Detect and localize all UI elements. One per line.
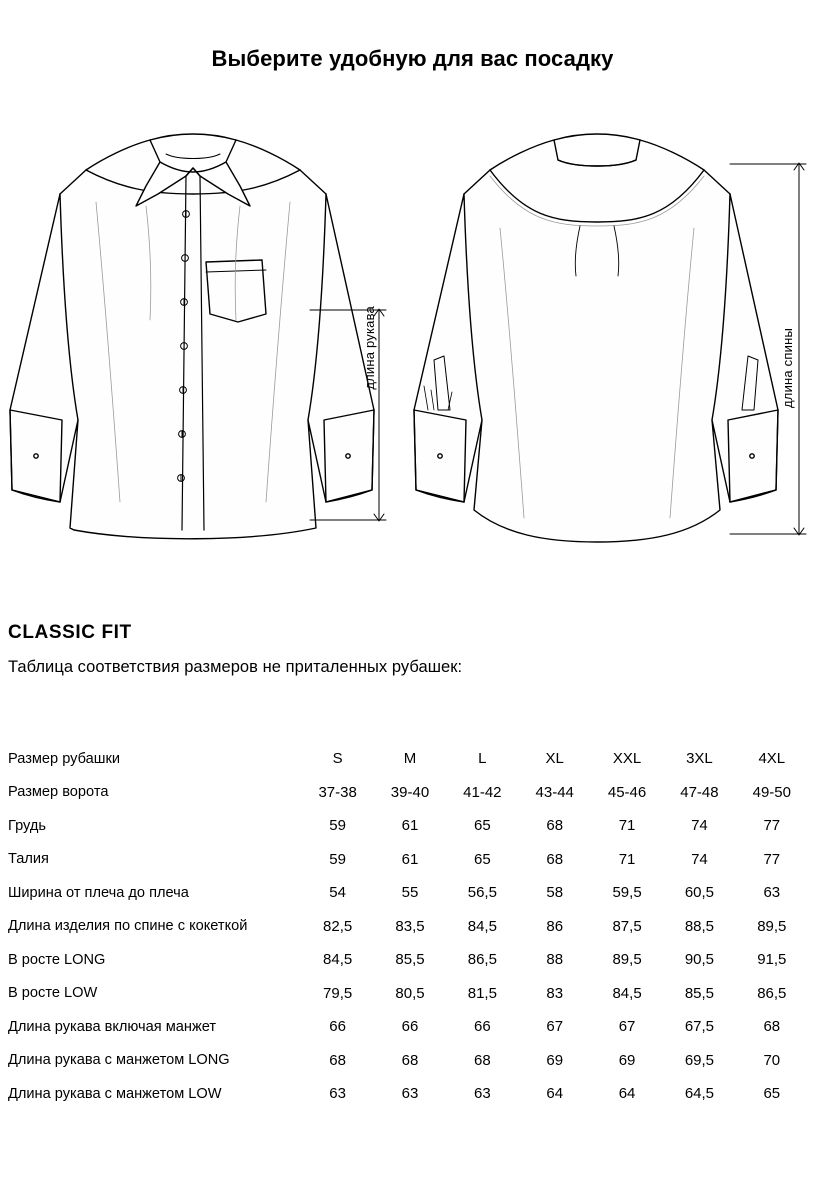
cell: 69,5 <box>684 1051 715 1069</box>
cell: 74 <box>691 850 708 868</box>
cell: 91,5 <box>757 951 787 969</box>
size-column-header: S <box>332 750 343 768</box>
cell: 65 <box>474 817 491 835</box>
table-row <box>8 776 808 810</box>
table-row <box>8 876 808 910</box>
cell: 89,5 <box>612 951 642 969</box>
size-column-header: M <box>403 750 417 768</box>
cell: 84,5 <box>612 984 642 1002</box>
cell: 86 <box>546 917 564 935</box>
cell: 68 <box>401 1051 419 1069</box>
size-column-header: XL <box>545 750 564 768</box>
cell: 45-46 <box>607 783 647 801</box>
table-row <box>8 1010 808 1044</box>
cell: 86,5 <box>757 984 787 1002</box>
size-column-header: 3XL <box>686 750 713 768</box>
cell: 79,5 <box>323 984 353 1002</box>
cell: 58 <box>546 884 564 902</box>
table-row <box>8 843 808 877</box>
row-label: Длина рукава с манжетом LOW <box>8 1085 222 1102</box>
cell: 66 <box>329 1018 346 1036</box>
cell: 66 <box>474 1018 491 1036</box>
cell: 43-44 <box>535 783 574 801</box>
cell: 63 <box>329 1085 346 1103</box>
cell: 82,5 <box>323 917 353 935</box>
table-row <box>8 1044 808 1078</box>
cell: 67 <box>618 1018 636 1036</box>
size-column-header: 4XL <box>758 750 786 768</box>
cell: 69 <box>546 1051 564 1069</box>
cell: 68 <box>546 817 564 835</box>
cell: 65 <box>763 1085 781 1103</box>
fit-title: CLASSIC FIT <box>8 622 132 643</box>
cell: 71 <box>618 850 636 868</box>
cell: 87,5 <box>612 917 642 935</box>
cell: 64 <box>546 1085 564 1103</box>
sleeve-length-label: длина рукава <box>362 306 377 390</box>
cell: 77 <box>763 817 781 835</box>
cell: 81,5 <box>467 984 497 1002</box>
row-label: Длина рукава с манжетом LONG <box>8 1052 230 1069</box>
cell: 70 <box>763 1051 781 1069</box>
size-column-header: XXL <box>612 750 642 768</box>
cell: 63 <box>401 1085 419 1103</box>
cell: 83 <box>546 984 564 1002</box>
cell: 89,5 <box>757 917 787 935</box>
cell: 77 <box>763 850 781 868</box>
cell: 59,5 <box>612 884 642 902</box>
row-label: Размер ворота <box>8 784 109 801</box>
cell: 67,5 <box>684 1018 715 1036</box>
shirt-front-view <box>10 134 374 539</box>
cell: 47-48 <box>680 783 719 801</box>
cell: 68 <box>763 1018 781 1036</box>
shirt-illustration <box>0 110 825 560</box>
page-title: Выберите удобную для вас посадку <box>211 46 614 71</box>
cell: 60,5 <box>684 884 715 902</box>
cell: 68 <box>329 1051 346 1069</box>
cell: 69 <box>618 1051 636 1069</box>
cell: 88 <box>546 951 564 969</box>
fit-subtitle: Таблица соответствия размеров не приталенных рубашек: <box>8 658 463 676</box>
row-label: Длина рукава включая манжет <box>8 1018 217 1035</box>
cell: 65 <box>474 850 491 868</box>
cell: 68 <box>474 1051 491 1069</box>
size-column-header: L <box>478 750 487 768</box>
cell: 74 <box>691 817 708 835</box>
cell: 83,5 <box>395 917 425 935</box>
cell: 55 <box>401 884 419 902</box>
row-label: В росте LOW <box>8 985 98 1002</box>
table-row <box>8 809 808 843</box>
table-row <box>8 1077 808 1111</box>
row-label: Грудь <box>8 817 46 834</box>
back-length-label: длина спины <box>780 328 795 408</box>
row-label: Талия <box>8 851 49 868</box>
cell: 37-38 <box>318 783 357 801</box>
cell: 88,5 <box>684 917 715 935</box>
cell: 39-40 <box>390 783 430 801</box>
table-header-label: Размер рубашки <box>8 750 121 767</box>
cell: 85,5 <box>395 951 425 969</box>
cell: 71 <box>618 817 636 835</box>
cell: 84,5 <box>323 951 353 969</box>
size-table <box>8 742 808 1111</box>
cell: 59 <box>329 817 346 835</box>
cell: 84,5 <box>467 917 497 935</box>
shirt-technical-drawing <box>0 110 825 560</box>
cell: 56,5 <box>467 884 497 902</box>
cell: 59 <box>329 850 346 868</box>
cell: 64,5 <box>684 1085 715 1103</box>
cell: 41-42 <box>463 783 502 801</box>
cell: 64 <box>618 1085 636 1103</box>
cell: 67 <box>546 1018 564 1036</box>
table-row <box>8 943 808 977</box>
cell: 63 <box>763 884 781 902</box>
cell: 80,5 <box>395 984 425 1002</box>
cell: 63 <box>474 1085 491 1103</box>
cell: 49-50 <box>752 783 791 801</box>
table-row <box>8 977 808 1011</box>
cell: 90,5 <box>684 951 715 969</box>
cell: 61 <box>401 850 419 868</box>
table-row <box>8 910 808 944</box>
cell: 86,5 <box>467 951 497 969</box>
cell: 85,5 <box>684 984 715 1002</box>
cell: 54 <box>329 884 346 902</box>
cell: 68 <box>546 850 564 868</box>
cell: 66 <box>401 1018 419 1036</box>
table-header-row <box>8 742 808 776</box>
row-label: Длина изделия по спине с кокеткой <box>8 918 248 935</box>
row-label: Ширина от плеча до плеча <box>8 884 189 901</box>
shirt-back-view <box>414 134 778 542</box>
row-label: В росте LONG <box>8 951 106 968</box>
cell: 61 <box>401 817 419 835</box>
